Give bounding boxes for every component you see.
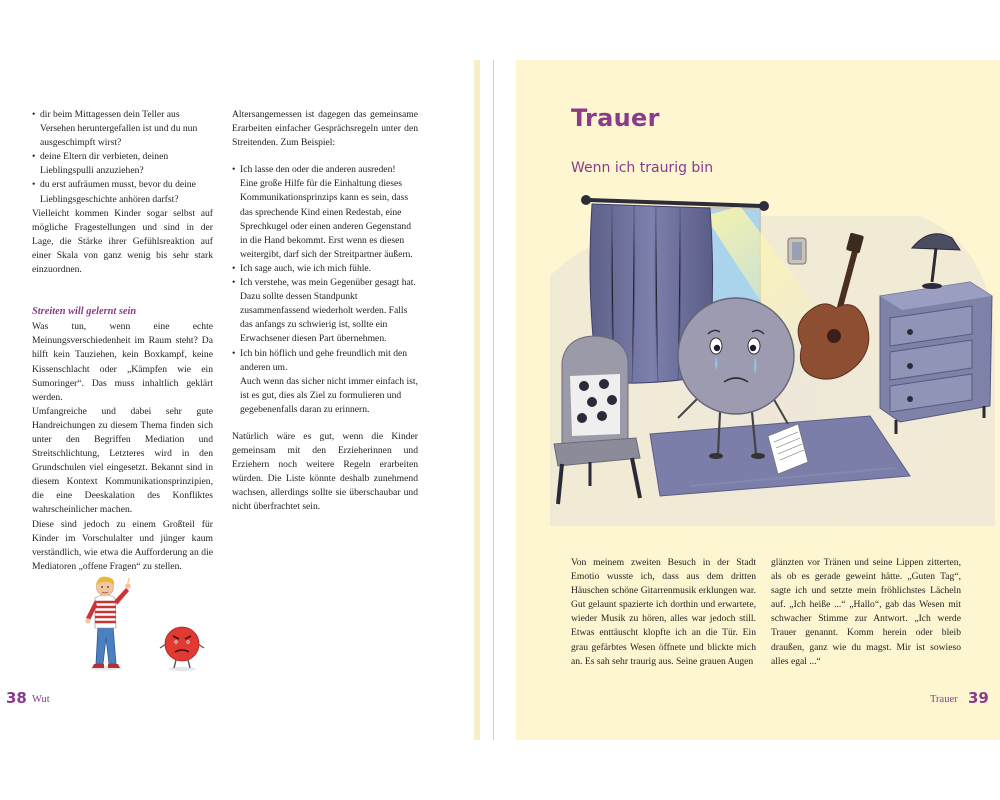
story-paragraph: Von meinem zweiten Besuch in der Stadt Emotio wusste ich, dass aus dem dritten Häuschen schöne Gitarrenmusik erklungen war. Gut gelaunt spazierte ich dorthin und erwartete, wieder Musik zu hören, alles war jedoch still. Etwas enttäuscht klopfte ich an die Tür. Ein grau gefärbtes Wesen öffnete und blickte mich an. Es sah sehr traurig aus. Seine grauen Augen xyxy=(571,557,756,667)
rule-item xyxy=(232,163,418,262)
rule-detail: Auch wenn das sicher nicht immer einfach ist, ist es gut, dies als Ziel zu formulieren und gegebenenfalls daran zu erinnern. xyxy=(240,375,418,415)
paragraph: Diese sind jedoch zu einem Großteil für Kinder im Vorschulalter und jünger kaum verständlich, wie etwa die Aufforderung an die Mediatoren „offene Fragen“ zu stellen. xyxy=(32,518,213,572)
rule-item xyxy=(232,347,418,417)
rule-detail: Eine große Hilfe für die Einhaltung dieses Kommunikationsprinzips kann es sein, dass das sprechende Kind einen Redestab, eine Sprechkugel oder einen anderen Gegenstand in die Hand bekommt. Erst wenn es diesen weitergibt, darf sich der Streitpartner äußern. xyxy=(240,178,413,260)
paragraph: Vielleicht kommen Kinder sogar selbst auf mögliche Fragestellungen und sind in der Lage, die Stärke ihrer Gefühlsreaktion auf einer Skala von ganz wenig bis sehr stark einzuordnen. xyxy=(32,207,213,276)
chapter-subtitle: Wenn ich traurig bin xyxy=(571,160,714,176)
question-list xyxy=(32,108,213,207)
paragraph: Altersangemessen ist dagegen das gemeinsame Erarbeiten einfacher Gesprächsregeln unter den Streitenden. Zum Beispiel: xyxy=(232,109,418,149)
question-item: • deine Eltern dir verbieten, deinen Lieblingspulli anzuziehen? xyxy=(32,150,213,178)
question-item: • dir beim Mittagessen dein Teller aus Versehen heruntergefallen ist und du nun ausgeschimpft wirst? xyxy=(32,108,213,150)
rule-detail: Dazu sollte dessen Standpunkt zusammenfassend wiederholt werden. Falls das anfangs zu schwierig ist, sollte ein Erwachsener diesen Part übernehmen. xyxy=(240,291,408,345)
left-column-2 xyxy=(232,108,418,515)
gutter-strip xyxy=(474,60,480,740)
page-number-left: 38 xyxy=(6,689,27,707)
boy-and-anger-creature-illustration xyxy=(72,572,222,672)
rule-text: • Ich sage auch, wie ich mich fühle. xyxy=(240,262,372,274)
left-column-1 xyxy=(32,108,213,574)
rule-text: • Ich lasse den oder die anderen ausreden! xyxy=(240,164,396,176)
gutter-line xyxy=(493,60,494,740)
conversation-rules-list xyxy=(232,163,418,417)
wall-picture xyxy=(788,238,806,264)
rule-item xyxy=(232,262,418,276)
anger-creature xyxy=(160,627,204,671)
sad-creature-room-illustration xyxy=(540,186,1000,544)
running-footer-left: Wut xyxy=(32,694,50,705)
story-paragraph: glänzten vor Tränen und seine Lippen zitterten, als ob es gerade geweint hätte. „Guten Tag“, sagte ich und setzte mein fröhlichstes Lächeln auf. „Ich heiße ...“ „Hallo“, gab das Wesen mit schwacher Stimme zur Antwort. „Ich werde Trauer genannt. Komm herein oder bleib draußen, ganz wie du magst. Mir ist sowieso alles egal ...“ xyxy=(771,557,961,667)
question-item: • du erst aufräumen musst, bevor du deine Lieblingsgeschichte anhören darfst? xyxy=(32,178,213,206)
rule-item xyxy=(232,276,418,346)
rule-text: • Ich bin höflich und gehe freundlich mit den anderen um. xyxy=(240,347,408,373)
rule-text: • Ich verstehe, was mein Gegenüber gesagt hat. xyxy=(240,277,416,289)
section-subheading: Streiten will gelernt sein xyxy=(32,306,137,318)
right-column-2 xyxy=(771,556,961,669)
paragraph: Natürlich wäre es gut, wenn die Kinder gemeinsam mit den Erzieherinnen und Erziehern noch weitere Regeln erarbeiten würden. Die Liste könnte deshalb zunehmend wachsen, allerdings sollte sie überschaubar und nicht überfrachtet sein. xyxy=(232,430,418,513)
page-number-right: 39 xyxy=(968,689,989,707)
right-column-1 xyxy=(571,556,756,669)
running-footer-right: Trauer xyxy=(930,694,958,705)
paragraph: Was tun, wenn eine echte Meinungsverschiedenheit im Raum steht? Da hilft kein Tauziehen, kein Boxkampf, keine Kissenschlacht oder „Kämpfen wie ein Sumoringer“. Das muss inhaltlich geklärt werden. xyxy=(32,321,213,403)
boy-figure xyxy=(85,577,130,671)
chapter-title: Trauer xyxy=(571,104,660,132)
paragraph: Umfangreiche und dabei sehr gute Handreichungen zu diesem Thema finden sich unter den Begriffen Mediation und Streitschlichtung, Letzteres wird in den Grundschulen viel eingesetzt. Bekannt sind in diesem Kontext Kommunikationsprinzipien, die eine Deeskalation des Konfliktes wahrscheinlicher machen. xyxy=(32,405,213,516)
